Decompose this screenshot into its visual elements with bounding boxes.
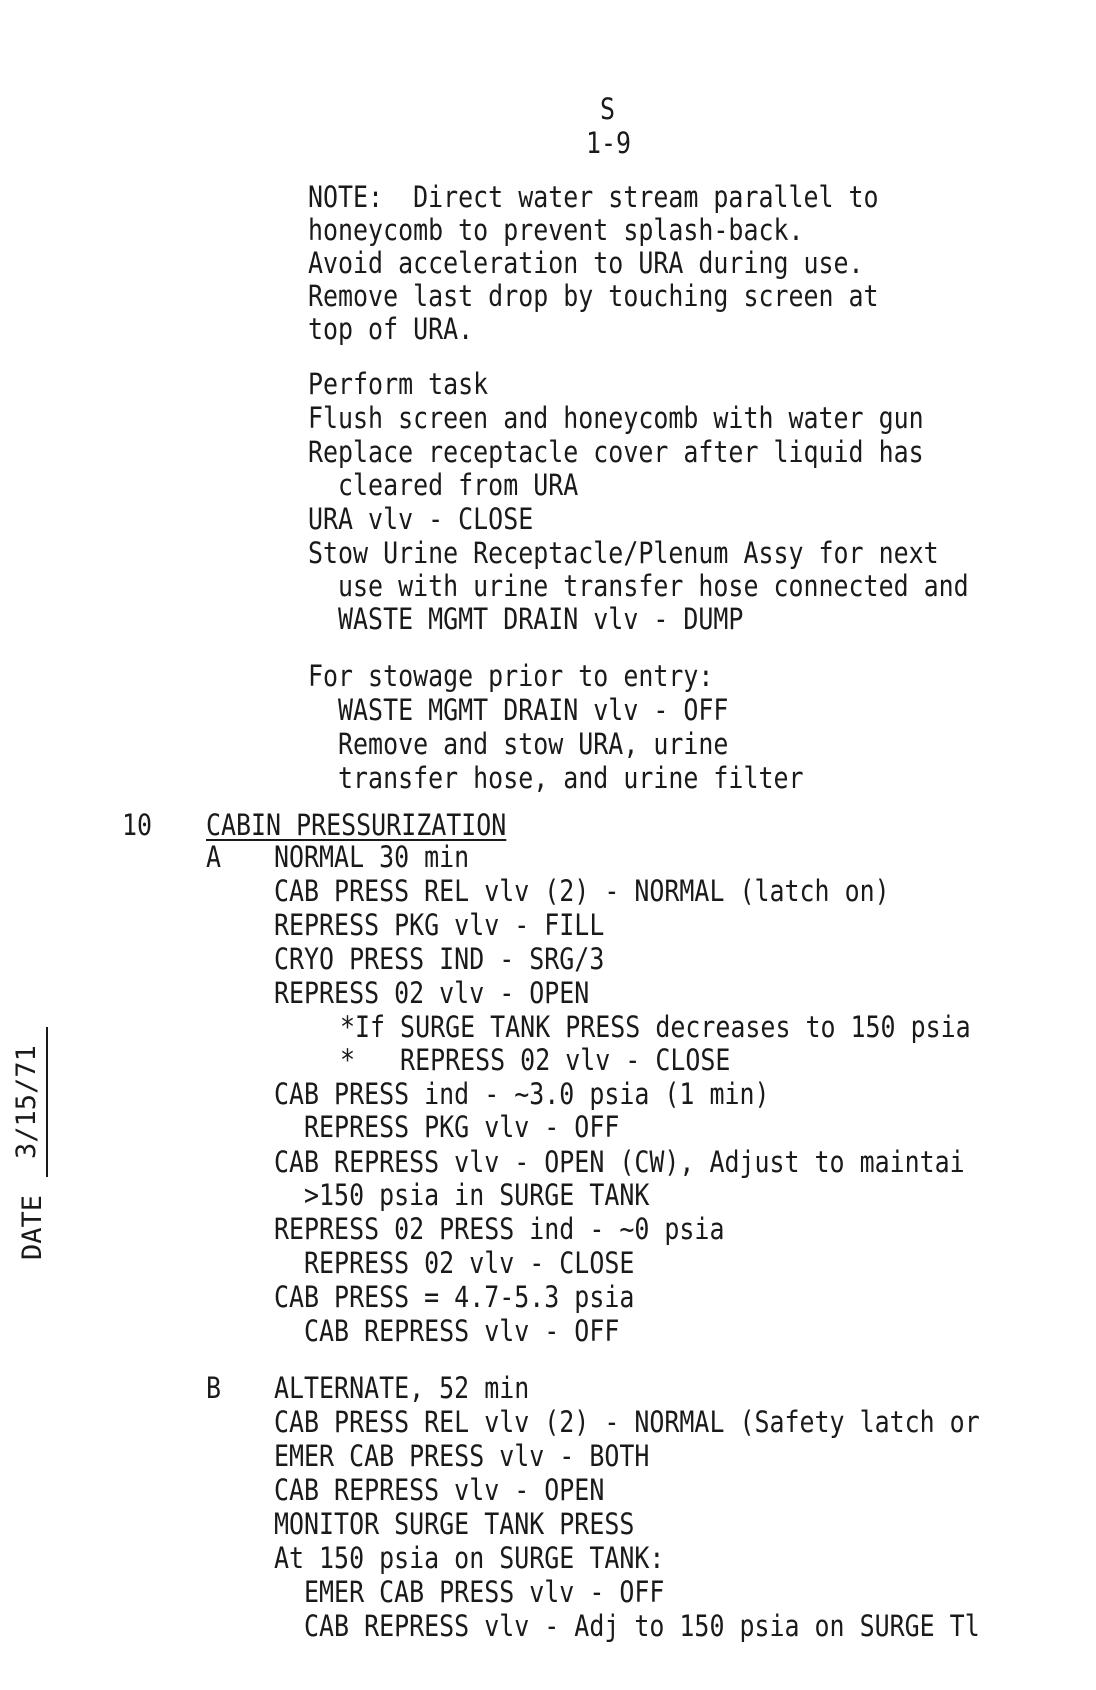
- text-line: NOTE: Direct water stream parallel to: [308, 180, 879, 214]
- text-line: At 150 psia on SURGE TANK:: [274, 1541, 665, 1575]
- text-line: CAB REPRESS vlv - OFF: [274, 1314, 620, 1348]
- date-value: 3/15/71: [11, 1045, 42, 1159]
- subsection-letter-b: B: [206, 1371, 222, 1405]
- text-line: For stowage prior to entry:: [308, 659, 714, 693]
- text-line: Flush screen and honeycomb with water gun: [308, 401, 924, 435]
- text-line: honeycomb to prevent splash-back.: [308, 213, 804, 247]
- text-line: cleared from URA: [308, 468, 579, 502]
- text-line: >150 psia in SURGE TANK: [274, 1178, 650, 1212]
- text-line: REPRESS 02 PRESS ind - ~0 psia: [274, 1212, 725, 1246]
- text-line: CAB REPRESS vlv - OPEN (CW), Adjust to maintai: [274, 1145, 965, 1179]
- text-line: WASTE MGMT DRAIN vlv - OFF: [308, 693, 729, 727]
- text-line: CAB PRESS = 4.7-5.3 psia: [274, 1280, 635, 1314]
- text-line: REPRESS 02 vlv - CLOSE: [274, 1246, 635, 1280]
- text-line: transfer hose, and urine filter: [308, 761, 804, 795]
- text-line: CAB PRESS ind - ~3.0 psia (1 min): [274, 1077, 770, 1111]
- page-header-number: 1-9: [586, 126, 632, 160]
- text-line: REPRESS 02 vlv - OPEN: [274, 976, 590, 1010]
- text-line: *If SURGE TANK PRESS decreases to 150 psia: [340, 1010, 971, 1044]
- text-line: REPRESS PKG vlv - OFF: [274, 1110, 620, 1144]
- text-line: Stow Urine Receptacle/Plenum Assy for next: [308, 536, 939, 570]
- text-line: WASTE MGMT DRAIN vlv - DUMP: [308, 602, 744, 636]
- text-line: CAB REPRESS vlv - Adj to 150 psia on SURGE Tl: [274, 1609, 980, 1643]
- text-line: CAB REPRESS vlv - OPEN: [274, 1473, 605, 1507]
- date-label: DATE: [17, 1194, 48, 1260]
- page-header-section: S: [600, 92, 616, 126]
- text-line: Replace receptacle cover after liquid has: [308, 435, 924, 469]
- text-line: MONITOR SURGE TANK PRESS: [274, 1507, 635, 1541]
- text-line: CAB PRESS REL vlv (2) - NORMAL (Safety latch or: [274, 1405, 980, 1439]
- text-line: Remove last drop by touching screen at: [308, 279, 879, 313]
- text-line: Perform task: [308, 367, 489, 401]
- date-underline: [11, 1027, 48, 1177]
- text-line: CAB PRESS REL vlv (2) - NORMAL (latch on): [274, 874, 890, 908]
- section-title: CABIN PRESSURIZATION: [206, 808, 507, 842]
- text-line: NORMAL 30 min: [274, 840, 470, 874]
- subsection-letter-a: $\overline{A}$: [206, 840, 222, 874]
- margin-date-stamp: [11, 990, 78, 1260]
- text-line: EMER CAB PRESS vlv - BOTH: [274, 1439, 650, 1473]
- text-line: CRYO PRESS IND - SRG/3: [274, 942, 605, 976]
- text-line: Avoid acceleration to URA during use.: [308, 246, 864, 280]
- section-number: 10: [122, 808, 153, 842]
- text-line: REPRESS PKG vlv - FILL: [274, 908, 605, 942]
- text-line: use with urine transfer hose connected and: [308, 569, 969, 603]
- text-line: EMER CAB PRESS vlv - OFF: [274, 1575, 665, 1609]
- text-line: ALTERNATE, 52 min: [274, 1371, 530, 1405]
- text-line: Remove and stow URA, urine: [308, 727, 729, 761]
- text-line: * REPRESS 02 vlv - CLOSE: [340, 1043, 731, 1077]
- text-line: URA vlv - CLOSE: [308, 502, 534, 536]
- text-line: top of URA.: [308, 312, 474, 346]
